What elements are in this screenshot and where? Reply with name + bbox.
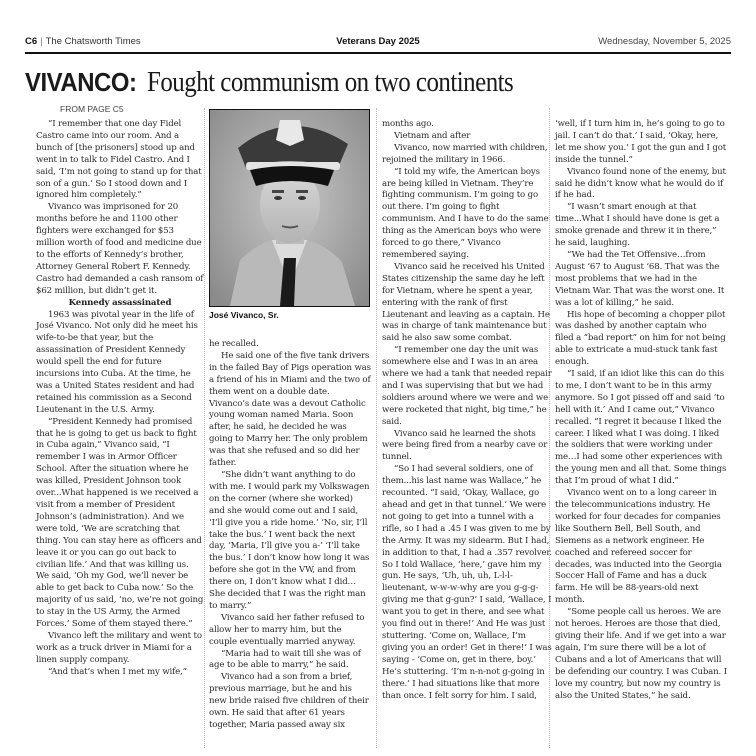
headline-kicker: VIVANCO: <box>25 67 137 97</box>
portrait-photo <box>209 109 370 307</box>
paragraph: months ago. <box>382 119 434 129</box>
article-column-2 <box>209 339 371 732</box>
folio-bar <box>25 36 731 52</box>
paragraph: Vivanco had a son from a brief, previous marriage, but he and his new bride raised five children of their own. He said that after 61 years together, Maria passed away six <box>209 672 369 730</box>
article-column-4 <box>555 119 727 702</box>
folio-separator: | <box>40 36 43 47</box>
paragraph: “She didn’t want anything to do with me. I would park my Volkswagen on the corner (where she worked) and she would come out and I said, ‘I’ll give you a ride home.’ ‘No, sir, I’ll take the bus.’ I went back the next day, ‘Maria, I’ll give you a-’ ‘I’ll take the bus.’ I don’t know how long it was before she got in the VW, and from there on, I don’t know what I did…She decided that I was the right man to marry.” <box>209 469 370 611</box>
paragraph: Vivanco said he learned the shots were being fired from a nearby cave or tunnel. <box>382 428 548 463</box>
paragraph: “I remember that one day Fidel Castro came into our room. And a bunch of [the prisoners] stood up and went in to talk to Fidel Castro. And I said, ‘I’m not going to stand up for that son of a gun.’ So I stood down and I ignored him completely.” <box>36 119 202 201</box>
paragraph: Vivanco, now married with children, rejoined the military in 1966. <box>382 142 548 165</box>
paragraph: Vivanco said he received his United States citizenship the same day he left for Vietnam, where he spent a year, entering with the rank of first Lieutenant and leaving as a captain. He was in charge of tank maintenance but said he also saw some combat. <box>382 261 550 344</box>
paragraph: “So I had several soldiers, one of them...his last name was Wallace,” he recounted. “I said, ‘Okay, Wallace, go ahead and get in that tunnel.’ We were not going to get into a tunnel with a rifle, so I had a .45 I was given to me by the Army. It was my sidearm. But I had, in addition to that, I had a .357 revolver. So I told Wallace, ‘here,’ gave him my gun. He says, ‘Uh, uh, uh, L-l-l-lieutenant, w-w-w-why are you g-g-g-giving me that g-gun?’ I said, ‘Wallace, I want you to get in there, and see what you find out in there!’ And He was just stuttering. ‘Come on, Wallace, I’m giving you an order! Get in there!’ I was saying - ‘Come on, get in there, boy.’ He’s stuttering. ‘I’m n-n-not g-going in there.’ I had situations like that more than once. I felt sorry for him. I said, <box>382 464 553 701</box>
publication-name: The Chatsworth Times <box>45 36 141 47</box>
paragraph: “I wasn’t smart enough at that time...What I should have done is get a smoke grenade and threw it in there,” he said, laughing. <box>555 202 720 249</box>
page-number: C6 <box>25 36 38 47</box>
paragraph: ‘well, if I turn him in, he’s going to go to jail. I can’t do that.’ I said, ‘Okay, here, let me show you.’ I got the gun and I got inside the tunnel.” <box>555 119 727 165</box>
paragraph: “We had the Tet Offensive…from August ‘67 to August ‘68. That was the most problems that we had in the Vietnam War. That was the worst one. It was a lot of killing,” he said. <box>555 249 725 308</box>
column-divider <box>204 108 205 748</box>
paragraph: “President Kennedy had promised that he is going to get us back to fight in Cuba again,” Vivanco said, “I remember I was in Armor Officer School. After the situation where he was killed, President Johnson took over...What happened is we received a visit from a member of President Johnson’s (administration). And we were told, ‘We are scratching that thing. You can stay here as officers and leave it or you can go out back to civilian life.’ And that was killing us. We said, ‘Oh my God, we’ll never be able to get back to Cuba now.’ So the majority of us said, ‘no, we’re not going to stay in the US Army, the Armed Forces.’ Some of them stayed there.” <box>36 416 204 630</box>
paragraph: “I told my wife, the American boys are being killed in Vietnam. They’re fighting communism. I’m going to go out there. I’m going to fight communism. And I have to do the same thing as the American boys who were forced to go there,” Vivanco remembered saying. <box>382 166 549 260</box>
portrait-illustration <box>210 110 369 306</box>
headline <box>25 66 573 99</box>
article-column-3 <box>382 119 552 702</box>
paragraph: His hope of becoming a chopper pilot was dashed by another captain who filed a “bad report” on him for not being able to extricate a mud-stuck tank fast enough. <box>555 309 726 368</box>
section-name: Veterans Day 2025 <box>336 36 420 47</box>
headline-deck: Fought communism on two continents <box>147 66 514 98</box>
paragraph: Vivanco was imprisoned for 20 months before he and 1100 other fighters were exchanged for $53 million worth of food and medicine due to the efforts of Kennedy’s brother, Attorney General Robert F. Kennedy. Castro had demanded a cash ransom of $62 million, but didn’t get it. <box>36 202 204 296</box>
paragraph: Vivanco found none of the enemy, but said he didn’t know what he would do if if he had. <box>555 166 726 201</box>
issue-date: Wednesday, November 5, 2025 <box>598 36 731 47</box>
paragraph: Vivanco left the military and went to work as a truck driver in Miami for a linen supply company. <box>36 630 202 665</box>
folio-rule <box>25 52 731 54</box>
column-divider <box>376 108 377 748</box>
paragraph: “Maria had to wait till she was of age to be able to marry,” he said. <box>209 648 361 671</box>
jump-line: FROM PAGE C5 <box>60 104 124 114</box>
subhead: Vietnam and after <box>394 130 471 141</box>
subhead: Kennedy assassinated <box>68 297 172 308</box>
paragraph: He said one of the five tank drivers in the failed Bay of Pigs operation was a friend of his in Miami and the two of them went on a double date. Vivanco’s date was a devout Catholic young woman named Maria. Soon after, he said, he decided he was going to Marry her. The only problem was that she refused and so did her father. <box>209 350 371 469</box>
photo-caption: José Vivanco, Sr. <box>209 310 279 320</box>
paragraph: “Some people call us heroes. We are not heroes. Heroes are those that died, giving their life. And if we get into a war again, I’m sure there will be a lot of Cubans and a lot of Americans that will be defending our country. I was Cuban. I love my country, but now my country is also the United States,” he said. <box>555 607 727 701</box>
paragraph: Vivanco said her father refused to allow her to marry him, but the couple eventually married anyway. <box>209 612 365 647</box>
paragraph: “And that’s when I met my wife,” <box>48 666 187 677</box>
paragraph: “I remember one day the unit was somewhere else and I was in an area where we had a tank that needed repair and I was supervising that but we had soldiers around where we were and we were rocketed that night, big time,” he said. <box>382 345 552 427</box>
article-column-1 <box>36 119 204 679</box>
paragraph: Vivanco went on to a long career in the telecommunications industry. He worked for four decades for companies like Southern Bell, Bell South, and Siemens as a network engineer. He coached and refereed soccer for decades, was inducted into the Georgia Soccer Hall of Fame and has a duck farm. He will be 88-years-old next month. <box>555 488 722 606</box>
paragraph: “I said, if an idiot like this can do this to me, I don’t want to be in this army anymore. So I got pissed off and said ‘to hell with it.’ And I came out,” Vivanco recalled. “I regret it because I liked the career. I liked what I was doing. I liked the soldiers that were working under me…I had some other experiences with the young men and all that. Some things that I’m proud of what I did.” <box>555 369 727 487</box>
paragraph: he recalled. <box>209 339 259 349</box>
paragraph: 1963 was pivotal year in the life of José Vivanco. Not only did he meet his wife-to-be that year, but the assassination of President Kennedy would spell the end for future incursions into Cuba. At the time, he was a United States resident and had retained his commission as a Second Lieutenant in the U.S. Army. <box>36 309 198 415</box>
